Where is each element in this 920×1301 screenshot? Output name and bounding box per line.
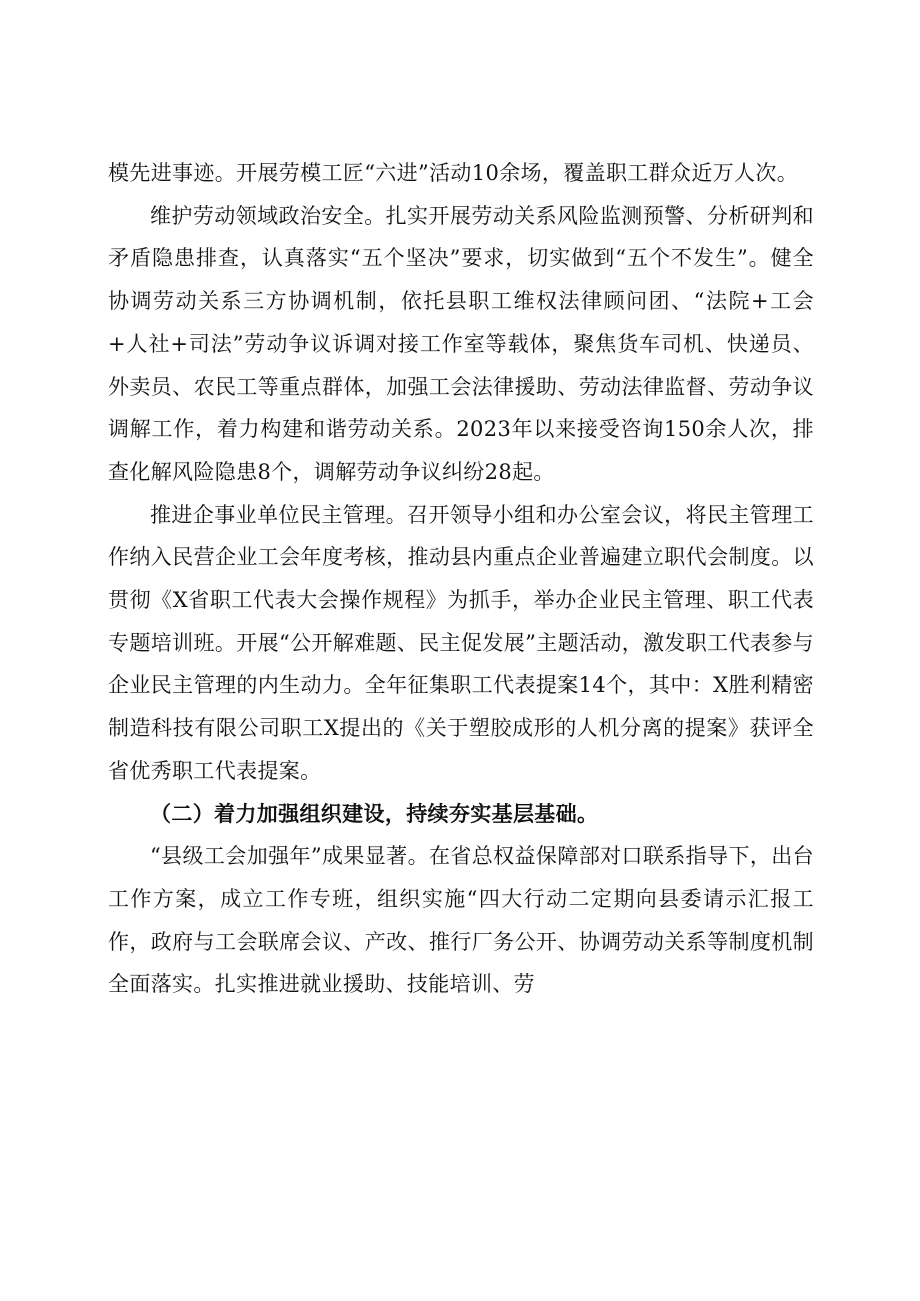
section-heading: （二）着力加强组织建设，持续夯实基层基础。 [150,801,599,826]
paragraph-model-workers: 模先进事迹。开展劳模工匠“六进”活动10余场，覆盖职工群众近万人次。 [108,161,799,185]
document-body [108,152,814,1006]
paragraph-democratic-management: 推进企事业单位民主管理。召开领导小组和办公室会议，将民主管理工作纳入民营企业工会年度考核，推动县内重点企业普遍建立职代会制度。以贯彻《X省职工代表大会操作规程》为抓手，举办企业民主管理、职工代表专题培训班。开展“公开解难题、民主促发展”主题活动，激发职工代表参与企业民主管理的内生动力。全年征集职工代表提案14个，其中：X胜利精密制造科技有限公司职工X提出的《关于塑胶成形的人机分离的提案》获评全省优秀职工代表提案。 [108,502,814,783]
paragraph-labor-political-security: 维护劳动领域政治安全。扎实开展劳动关系风险监测预警、分析研判和矛盾隐患排查，认真落实“五个坚决”要求，切实做到“五个不发生”。健全协调劳动关系三方协调机制，依托县职工维权法律顾问团、“法院+工会+人社+司法”劳动争议诉调对接工作室等载体，聚焦货车司机、快递员、外卖员、农民工等重点群体，加强工会法律援助、劳动法律监督、劳动争议调解工作，着力构建和谐劳动关系。2023年以来接受咨询150余人次，排查化解风险隐患8个，调解劳动争议纠纷28起。 [108,203,814,484]
paragraph-county-union-year: “县级工会加强年”成果显著。在省总权益保障部对口联系指导下，出台工作方案，成立工作专班，组织实施“四大行动二定期向县委请示汇报工作，政府与工会联席会议、产改、推行厂务公开、协调劳动关系等制度机制全面落实。扎实推进就业援助、技能培训、劳 [108,844,814,997]
